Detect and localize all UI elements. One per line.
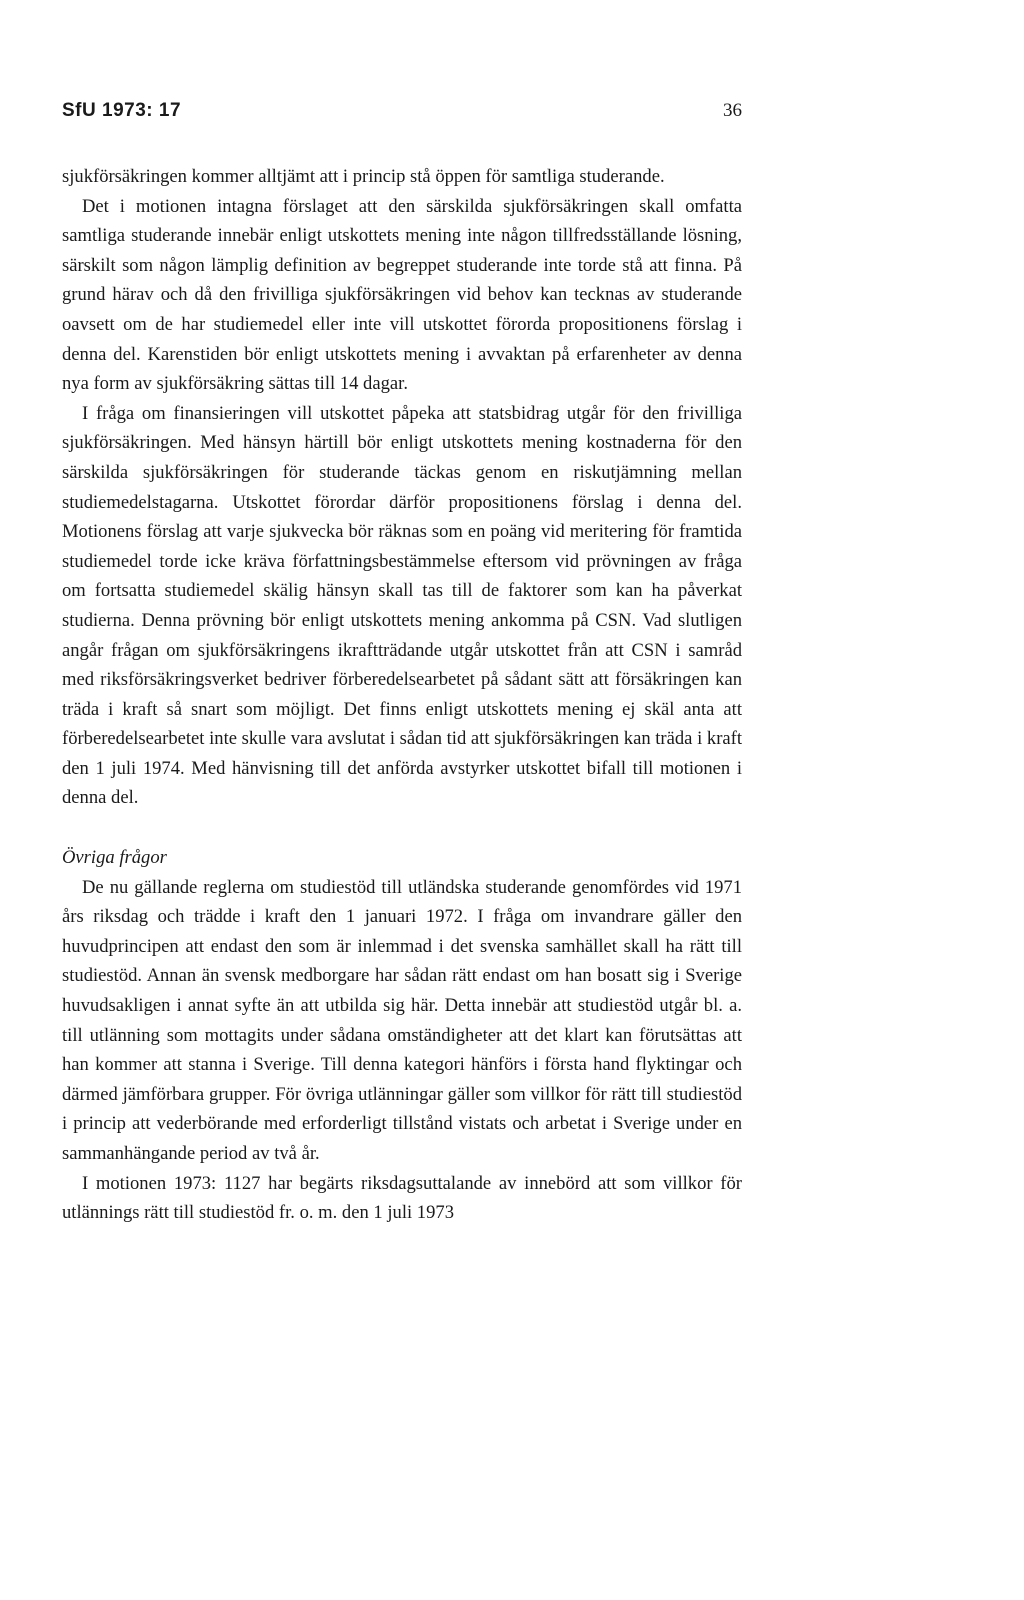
paragraph: Det i motionen intagna förslaget att den särskilda sjukförsäkringen skall omfatta samtliga studerande innebär enligt utskottets mening inte någon tillfredsställande lösning, särskilt som någon lämplig definition av begreppet studerande inte torde stå att finna. På grund härav och då den frivilliga sjukförsäkringen vid behov kan tecknas av studerande oavsett om de har studiemedel eller inte vill utskottet förorda propositionens förslag i denna del. Karenstiden bör enligt utskottets mening i avvaktan på erfarenheter av denna nya form av sjukförsäkring sättas till 14 dagar. — [62, 195, 742, 395]
page-number: 36 — [723, 100, 742, 121]
paragraph-continuation: sjukförsäkringen kommer alltjämt att i princip stå öppen för samtliga studerande. — [62, 166, 665, 187]
document-body — [62, 162, 742, 1228]
paragraph: De nu gällande reglerna om studiestöd till utländska studerande genomfördes vid 1971 års riksdag och trädde i kraft den 1 januari 1972. I fråga om invandrare gäller den huvudprincipen att endast den som är inlemmad i det svenska samhället skall ha rätt till studiestöd. Annan än svensk medborgare har sådan rätt endast om han bosatt sig i Sverige huvudsakligen i annat syfte än att utbilda sig här. Detta innebär att studiestöd utgår bl. a. till utlänning som mottagits under sådana omständigheter att det klart kan förutsättas att han kommer att stanna i Sverige. Till denna kategori hänförs i första hand flyktingar och därmed jämförbara grupper. För övriga utlänningar gäller som villkor för rätt till studiestöd i princip att vederbörande med erforderligt tillstånd vistats och arbetat i Sverige under en sammanhängande period av två år. — [62, 876, 742, 1164]
paragraph: I fråga om finansieringen vill utskottet påpeka att statsbidrag utgår för den frivilliga sjukförsäkringen. Med hänsyn härtill bör enligt utskottets mening kostnaderna för den särskilda sjukförsäkringen för studerande täckas genom en riskutjämning mellan studiemedelstagarna. Utskottet förordar därför propositionens förslag i denna del. Motionens förslag att varje sjukvecka bör räknas som en poäng vid meritering för framtida studiemedel torde icke kräva författningsbestämmelse eftersom vid prövningen av fråga om fortsatta studiemedel skälig hänsyn skall tas till de faktorer som kan ha påverkat studierna. Denna prövning bör enligt utskottets mening ankomma på CSN. Vad slutligen angår frågan om sjukförsäkringens ikraftträdande utgår utskottet från att CSN i samråd med riksförsäkringsverket bedriver förberedelsearbetet på sådant sätt att försäkringen kan träda i kraft så snart som möjligt. Det finns enligt utskottets mening ej skäl anta att förberedelsearbetet inte skulle vara avslutat i sådan tid att sjukförsäkringen kan träda i kraft den 1 juli 1974. Med hänvisning till det anförda avstyrker utskottet bifall till motionen i denna del. — [62, 402, 742, 809]
section-heading: Övriga frågor — [62, 847, 167, 869]
paragraph: I motionen 1973: 1127 har begärts riksdagsuttalande av innebörd att som villkor för utlännings rätt till studiestöd fr. o. m. den 1 juli 1973 — [62, 1172, 742, 1224]
document-id: SfU 1973: 17 — [62, 100, 182, 121]
page-header — [62, 100, 742, 140]
document-page — [62, 100, 742, 1228]
